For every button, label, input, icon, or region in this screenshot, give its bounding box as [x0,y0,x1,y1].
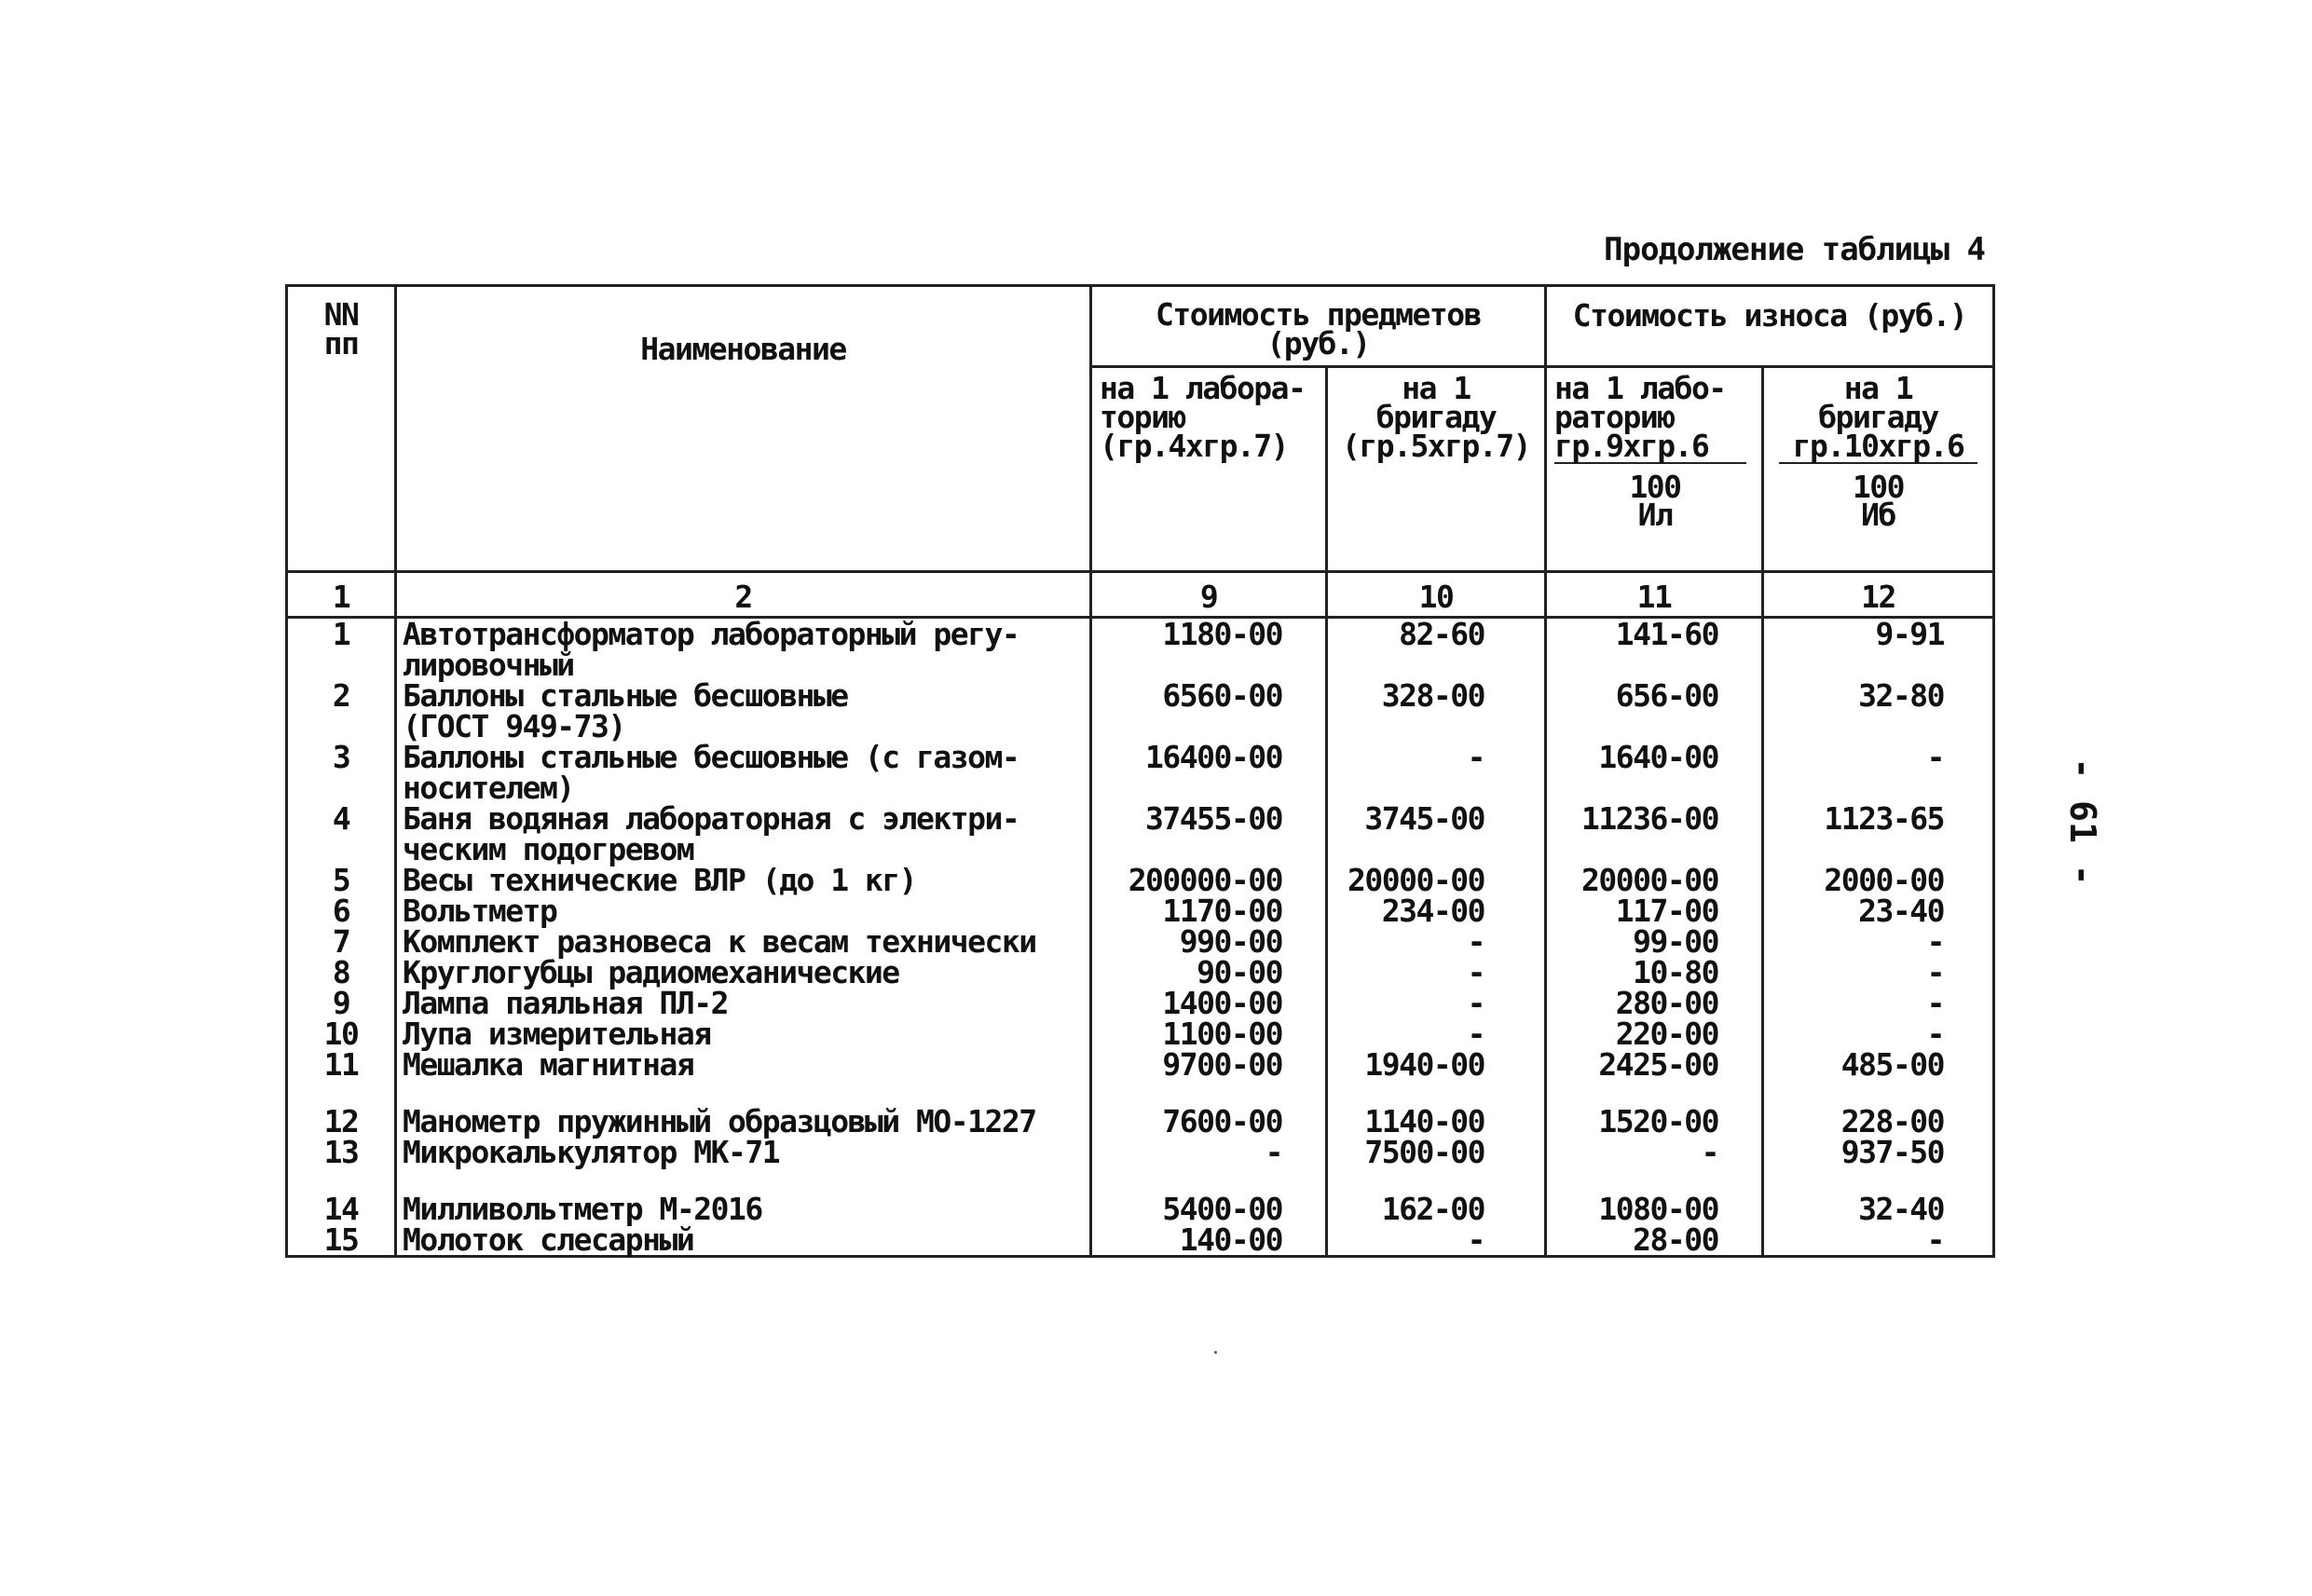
column-number: 10 [1327,572,1546,617]
header-wear-per-lab [1546,367,1763,572]
cost-per-lab: 6560-00 [1091,680,1327,742]
row-number: 4 [287,803,396,865]
cost-per-brigade: 162-00 [1327,1194,1546,1224]
row-number: 1 [287,618,396,681]
header-number: NN пп [287,286,396,572]
cost-per-lab: 9700-00 [1091,1049,1327,1080]
table-row [287,803,1994,865]
row-number: 12 [287,1106,396,1137]
header-wear-per-brigade-formula: на 1 бригаду гр.10хгр.6 [1779,374,1977,464]
wear-per-brigade: 9-91 [1763,618,1994,681]
wear-per-brigade: 1123-65 [1763,803,1994,865]
scan-speck [1214,1351,1217,1354]
wear-per-lab: 28-00 [1546,1224,1763,1257]
equipment-cost-table [285,284,1995,1258]
wear-per-brigade: 2000-00 [1763,865,1994,895]
header-wear-cost: Стоимость износа (руб.) [1546,286,1994,367]
row-name: Баня водяная лабораторная с электри- ческим подогревом [396,803,1091,865]
column-number: 11 [1546,572,1763,617]
table-row [287,680,1994,742]
wear-per-brigade: 23-40 [1763,895,1994,926]
table-row [287,988,1994,1018]
cost-per-lab: 1400-00 [1091,988,1327,1018]
row-number: 7 [287,926,396,957]
row-name: Комплект разновеса к весам технически [396,926,1091,957]
cost-per-lab: 5400-00 [1091,1194,1327,1224]
cost-per-lab: 1180-00 [1091,618,1327,681]
cost-per-lab: 1100-00 [1091,1018,1327,1049]
row-number: 15 [287,1224,396,1257]
header-cost-per-brigade: на 1 бригаду (гр.5хгр.7) [1327,367,1546,572]
row-number: 2 [287,680,396,742]
row-name: Весы технические ВЛР (до 1 кг) [396,865,1091,895]
table-row [287,895,1994,926]
table-row [287,865,1994,895]
wear-per-brigade: 32-80 [1763,680,1994,742]
table-row [287,1049,1994,1080]
table-row [287,618,1994,681]
row-number: 8 [287,957,396,988]
row-number: 5 [287,865,396,895]
wear-per-lab: 141-60 [1546,618,1763,681]
wear-per-lab: 656-00 [1546,680,1763,742]
row-number: 14 [287,1194,396,1224]
header-cost-per-lab: на 1 лабора- торию (гр.4хгр.7) [1091,367,1327,572]
row-name: Лупа измерительная [396,1018,1091,1049]
cost-per-brigade: - [1327,742,1546,803]
cost-per-brigade: 328-00 [1327,680,1546,742]
wear-per-brigade: - [1763,1224,1994,1257]
row-name: Круглогубцы радиомеханические [396,957,1091,988]
table-row [287,1194,1994,1224]
wear-per-lab: 11236-00 [1546,803,1763,865]
wear-per-brigade: - [1763,926,1994,957]
row-number: 13 [287,1137,396,1167]
spacer-row [287,1167,1994,1194]
row-number: 6 [287,895,396,926]
wear-per-brigade: - [1763,988,1994,1018]
column-number: 12 [1763,572,1994,617]
cost-per-brigade: 3745-00 [1327,803,1546,865]
header-wear-per-lab-formula: на 1 лабо- раторию гр.9хгр.6 [1554,374,1746,464]
header-item-cost: Стоимость предметов (руб.) [1091,286,1546,367]
wear-per-lab: - [1546,1137,1763,1167]
cost-per-brigade: - [1327,926,1546,957]
header-wear-per-brigade [1763,367,1994,572]
cost-per-lab: 7600-00 [1091,1106,1327,1137]
column-number: 9 [1091,572,1327,617]
row-number: 9 [287,988,396,1018]
cost-per-brigade: - [1327,1018,1546,1049]
row-name: Манометр пружинный образцовый МО-1227 [396,1106,1091,1137]
wear-per-brigade: 937-50 [1763,1137,1994,1167]
cost-per-brigade: 1940-00 [1327,1049,1546,1080]
row-name: Лампа паяльная ПЛ-2 [396,988,1091,1018]
cost-per-brigade: - [1327,1224,1546,1257]
row-number: 3 [287,742,396,803]
wear-per-lab: 1520-00 [1546,1106,1763,1137]
cost-per-lab: - [1091,1137,1327,1167]
row-number: 11 [287,1049,396,1080]
cost-per-lab: 16400-00 [1091,742,1327,803]
row-name: Микрокалькулятор МК-71 [396,1137,1091,1167]
wear-per-lab: 10-80 [1546,957,1763,988]
wear-per-brigade: 485-00 [1763,1049,1994,1080]
wear-per-lab: 20000-00 [1546,865,1763,895]
cost-per-lab: 990-00 [1091,926,1327,957]
table-row [287,1106,1994,1137]
header-wear-per-lab-divisor: 100 Ил [1629,469,1681,533]
cost-per-brigade: - [1327,988,1546,1018]
table-row [287,1137,1994,1167]
row-number: 10 [287,1018,396,1049]
table-row [287,926,1994,957]
column-number: 1 [287,572,396,617]
cost-per-brigade: 20000-00 [1327,865,1546,895]
wear-per-brigade: 228-00 [1763,1106,1994,1137]
cost-per-brigade: 82-60 [1327,618,1546,681]
wear-per-lab: 99-00 [1546,926,1763,957]
wear-per-lab: 280-00 [1546,988,1763,1018]
column-number: 2 [396,572,1091,617]
row-name: Баллоны стальные бесшовные (с газом- носителем) [396,742,1091,803]
spacer-row [287,1080,1994,1106]
cost-per-brigade: 1140-00 [1327,1106,1546,1137]
cost-per-brigade: 7500-00 [1327,1137,1546,1167]
wear-per-lab: 1080-00 [1546,1194,1763,1224]
row-name: Баллоны стальные бесшовные (ГОСТ 949-73) [396,680,1091,742]
page-number: - 61 - [2062,757,2103,886]
row-name: Мешалка магнитная [396,1049,1091,1080]
wear-per-lab: 220-00 [1546,1018,1763,1049]
cost-per-brigade: 234-00 [1327,895,1546,926]
column-numbers-row [287,572,1994,617]
cost-per-lab: 140-00 [1091,1224,1327,1257]
row-name: Милливольтметр М-2016 [396,1194,1091,1224]
cost-per-brigade: - [1327,957,1546,988]
wear-per-lab: 117-00 [1546,895,1763,926]
wear-per-lab: 1640-00 [1546,742,1763,803]
header-name: Наименование [396,286,1091,572]
wear-per-brigade: - [1763,957,1994,988]
table-row [287,742,1994,803]
cost-per-lab: 37455-00 [1091,803,1327,865]
table-body [287,618,1994,1257]
wear-per-brigade: - [1763,742,1994,803]
table-row [287,957,1994,988]
wear-per-brigade: - [1763,1018,1994,1049]
header-wear-per-brigade-divisor: 100 Иб [1852,469,1905,533]
table-caption: Продолжение таблицы 4 [1604,231,1985,268]
wear-per-brigade: 32-40 [1763,1194,1994,1224]
table-row [287,1018,1994,1049]
wear-per-lab: 2425-00 [1546,1049,1763,1080]
row-name: Вольтметр [396,895,1091,926]
row-name: Автотрансформатор лабораторный регу- лировочный [396,618,1091,681]
table-row [287,1224,1994,1257]
cost-per-lab: 1170-00 [1091,895,1327,926]
cost-per-lab: 200000-00 [1091,865,1327,895]
row-name: Молоток слесарный [396,1224,1091,1257]
cost-per-lab: 90-00 [1091,957,1327,988]
